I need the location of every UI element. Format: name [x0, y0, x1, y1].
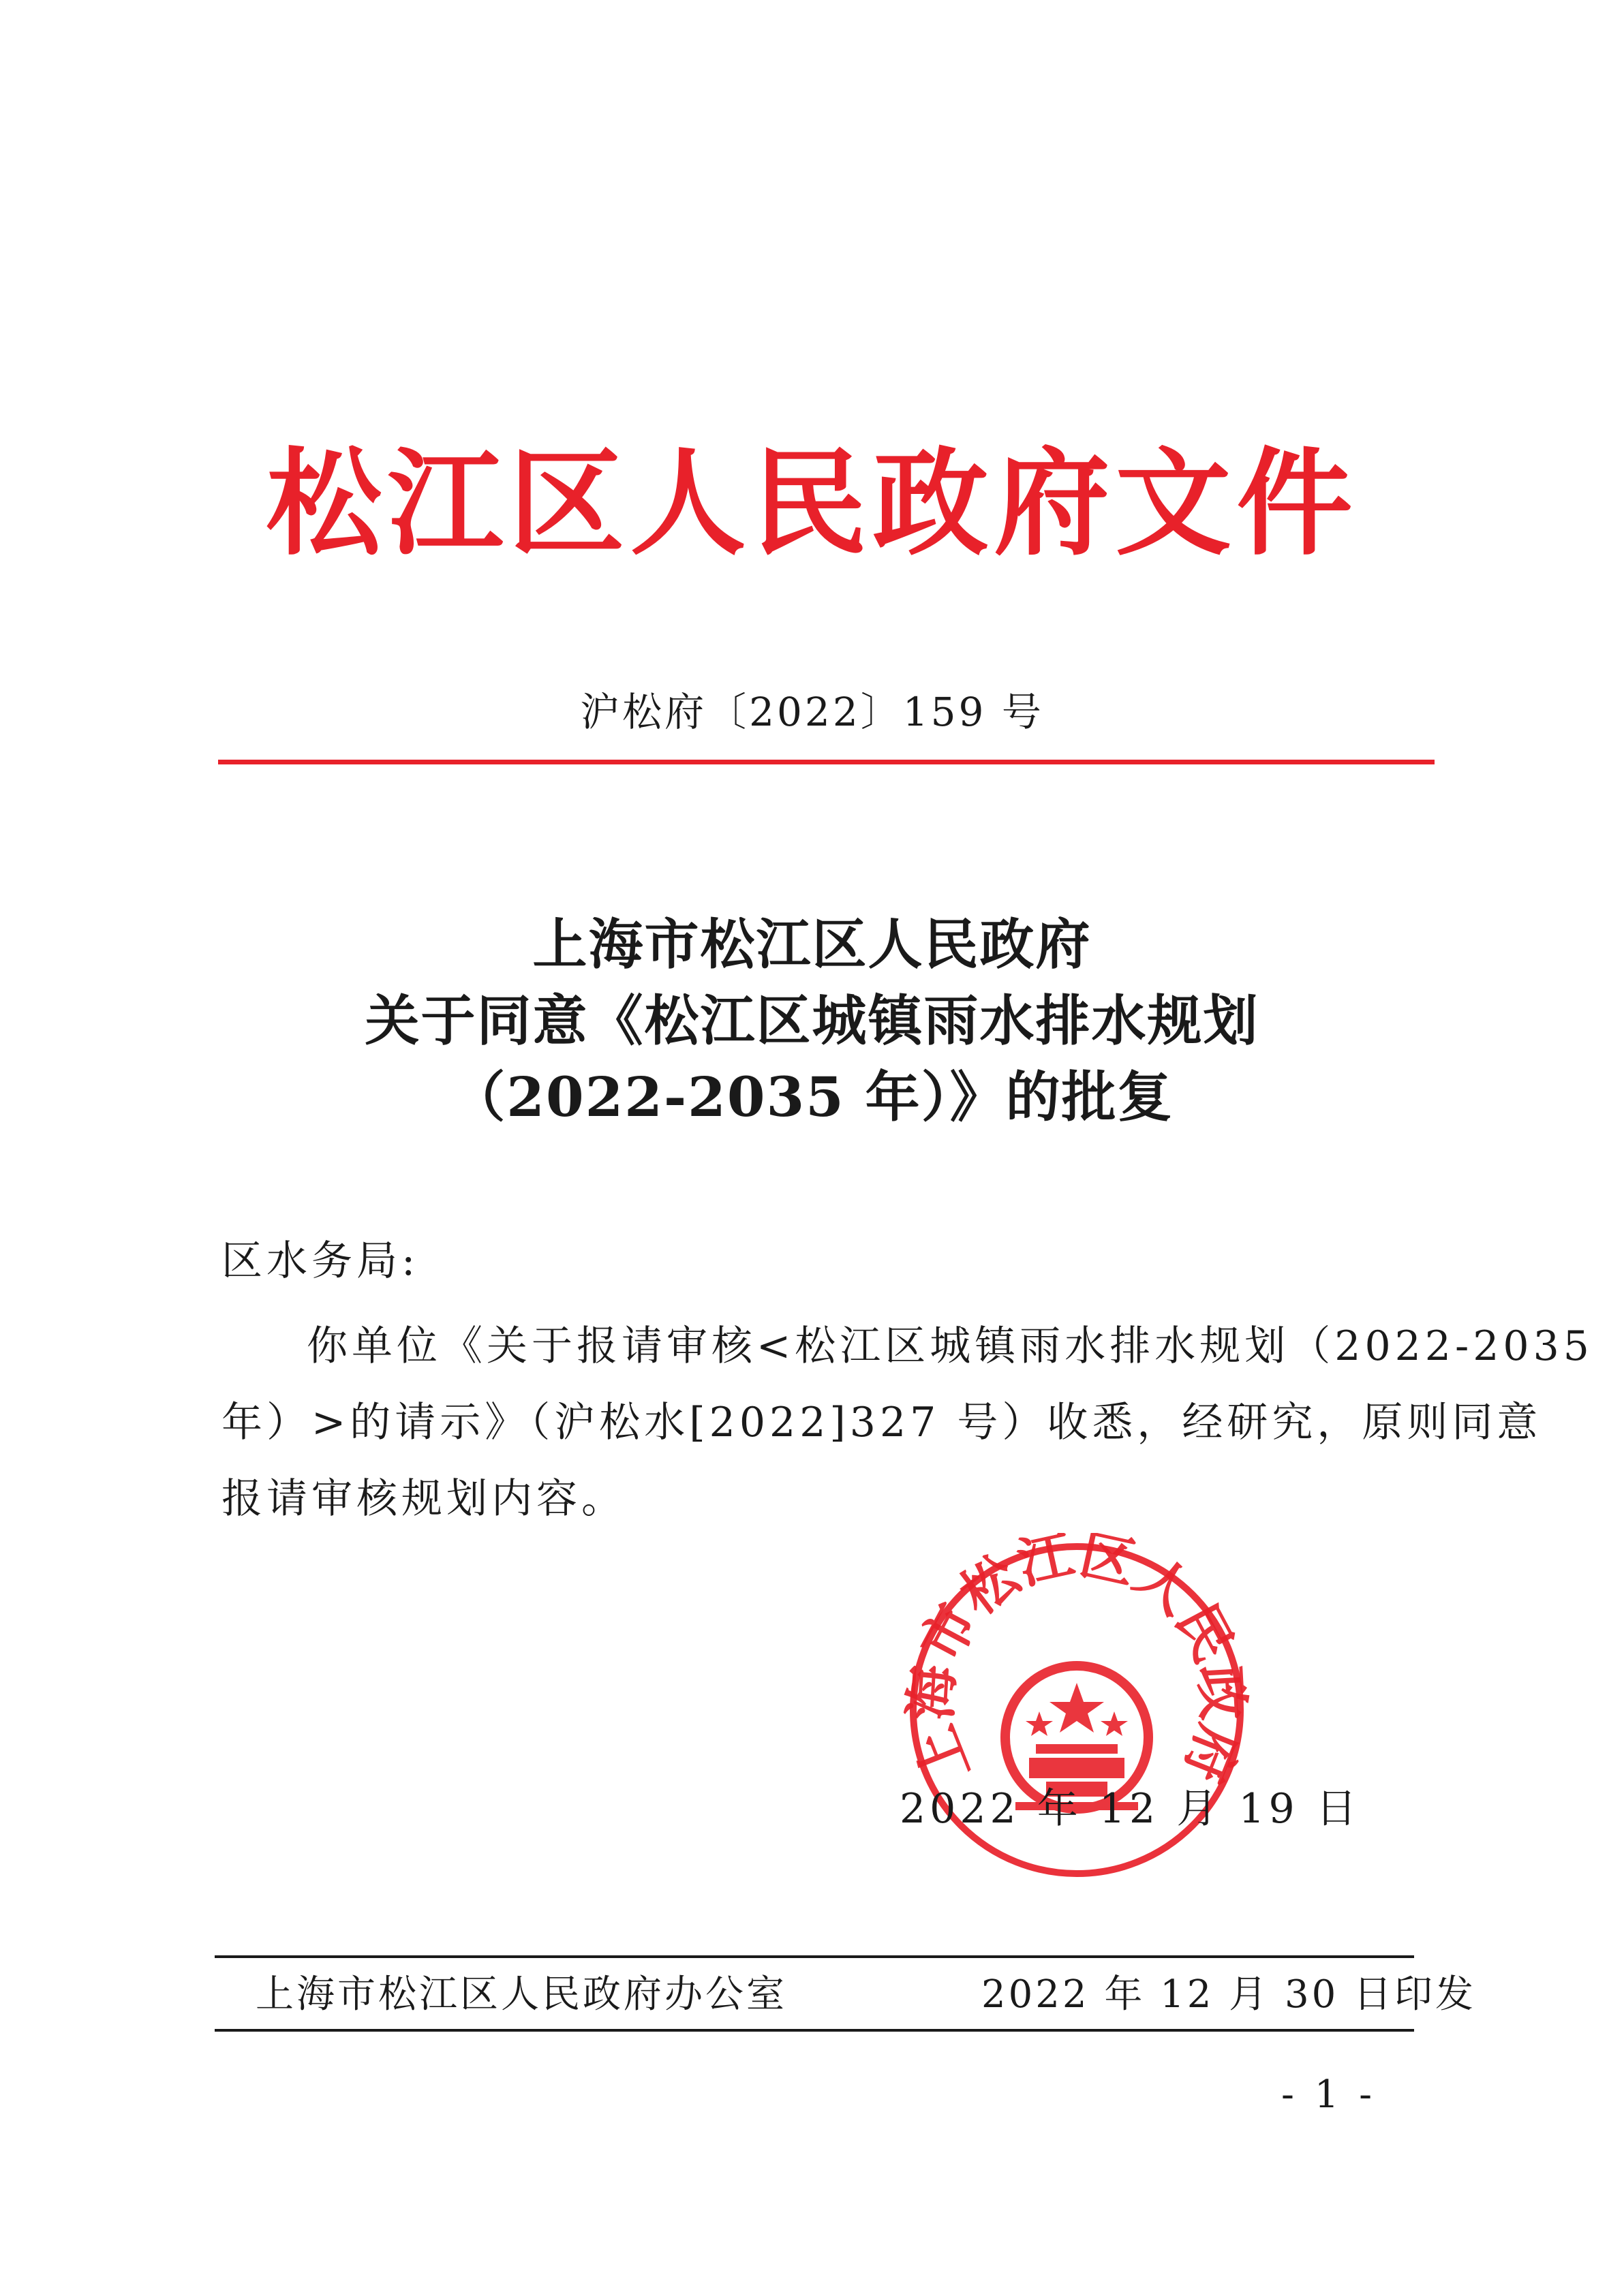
document-number: 沪松府〔2022〕159 号 — [580, 689, 1044, 735]
header-divider — [218, 760, 1435, 764]
document-header-title: 松江区人民政府文件 — [266, 437, 1358, 572]
document-title-line: （2022-2035 年）》的批复 — [450, 1065, 1174, 1129]
issuing-office: 上海市松江区人民政府办公室 — [256, 1972, 787, 2017]
footer-divider-bottom — [215, 2029, 1414, 2032]
issue-date: 2022 年 12 月 30 日印发 — [981, 1972, 1477, 2017]
body-line: 报请审核规划内容。 — [221, 1475, 626, 1523]
signature-date: 2022 年 12 月 19 日 — [900, 1785, 1361, 1833]
salutation: 区水务局: — [221, 1237, 420, 1285]
body-line: 你单位《关于报请审核<松江区城镇雨水排水规划（2022-2035 — [307, 1322, 1593, 1370]
footer-divider-top — [215, 1955, 1414, 1958]
svg-text:上海市松江区人民政府: 上海市松江区人民政府 — [900, 1533, 1254, 1792]
document-title-line: 关于同意《松江区城镇雨水排水规划 — [365, 989, 1259, 1053]
body-paragraph — [221, 1308, 1593, 1537]
document-title — [0, 906, 1624, 1135]
body-line: 年）>的请示》（沪松水[2022]327 号）收悉，经研究，原则同意 — [221, 1399, 1542, 1446]
page-number: - 1 - — [1281, 2073, 1377, 2117]
document-title-line: 上海市松江区人民政府 — [532, 912, 1092, 976]
